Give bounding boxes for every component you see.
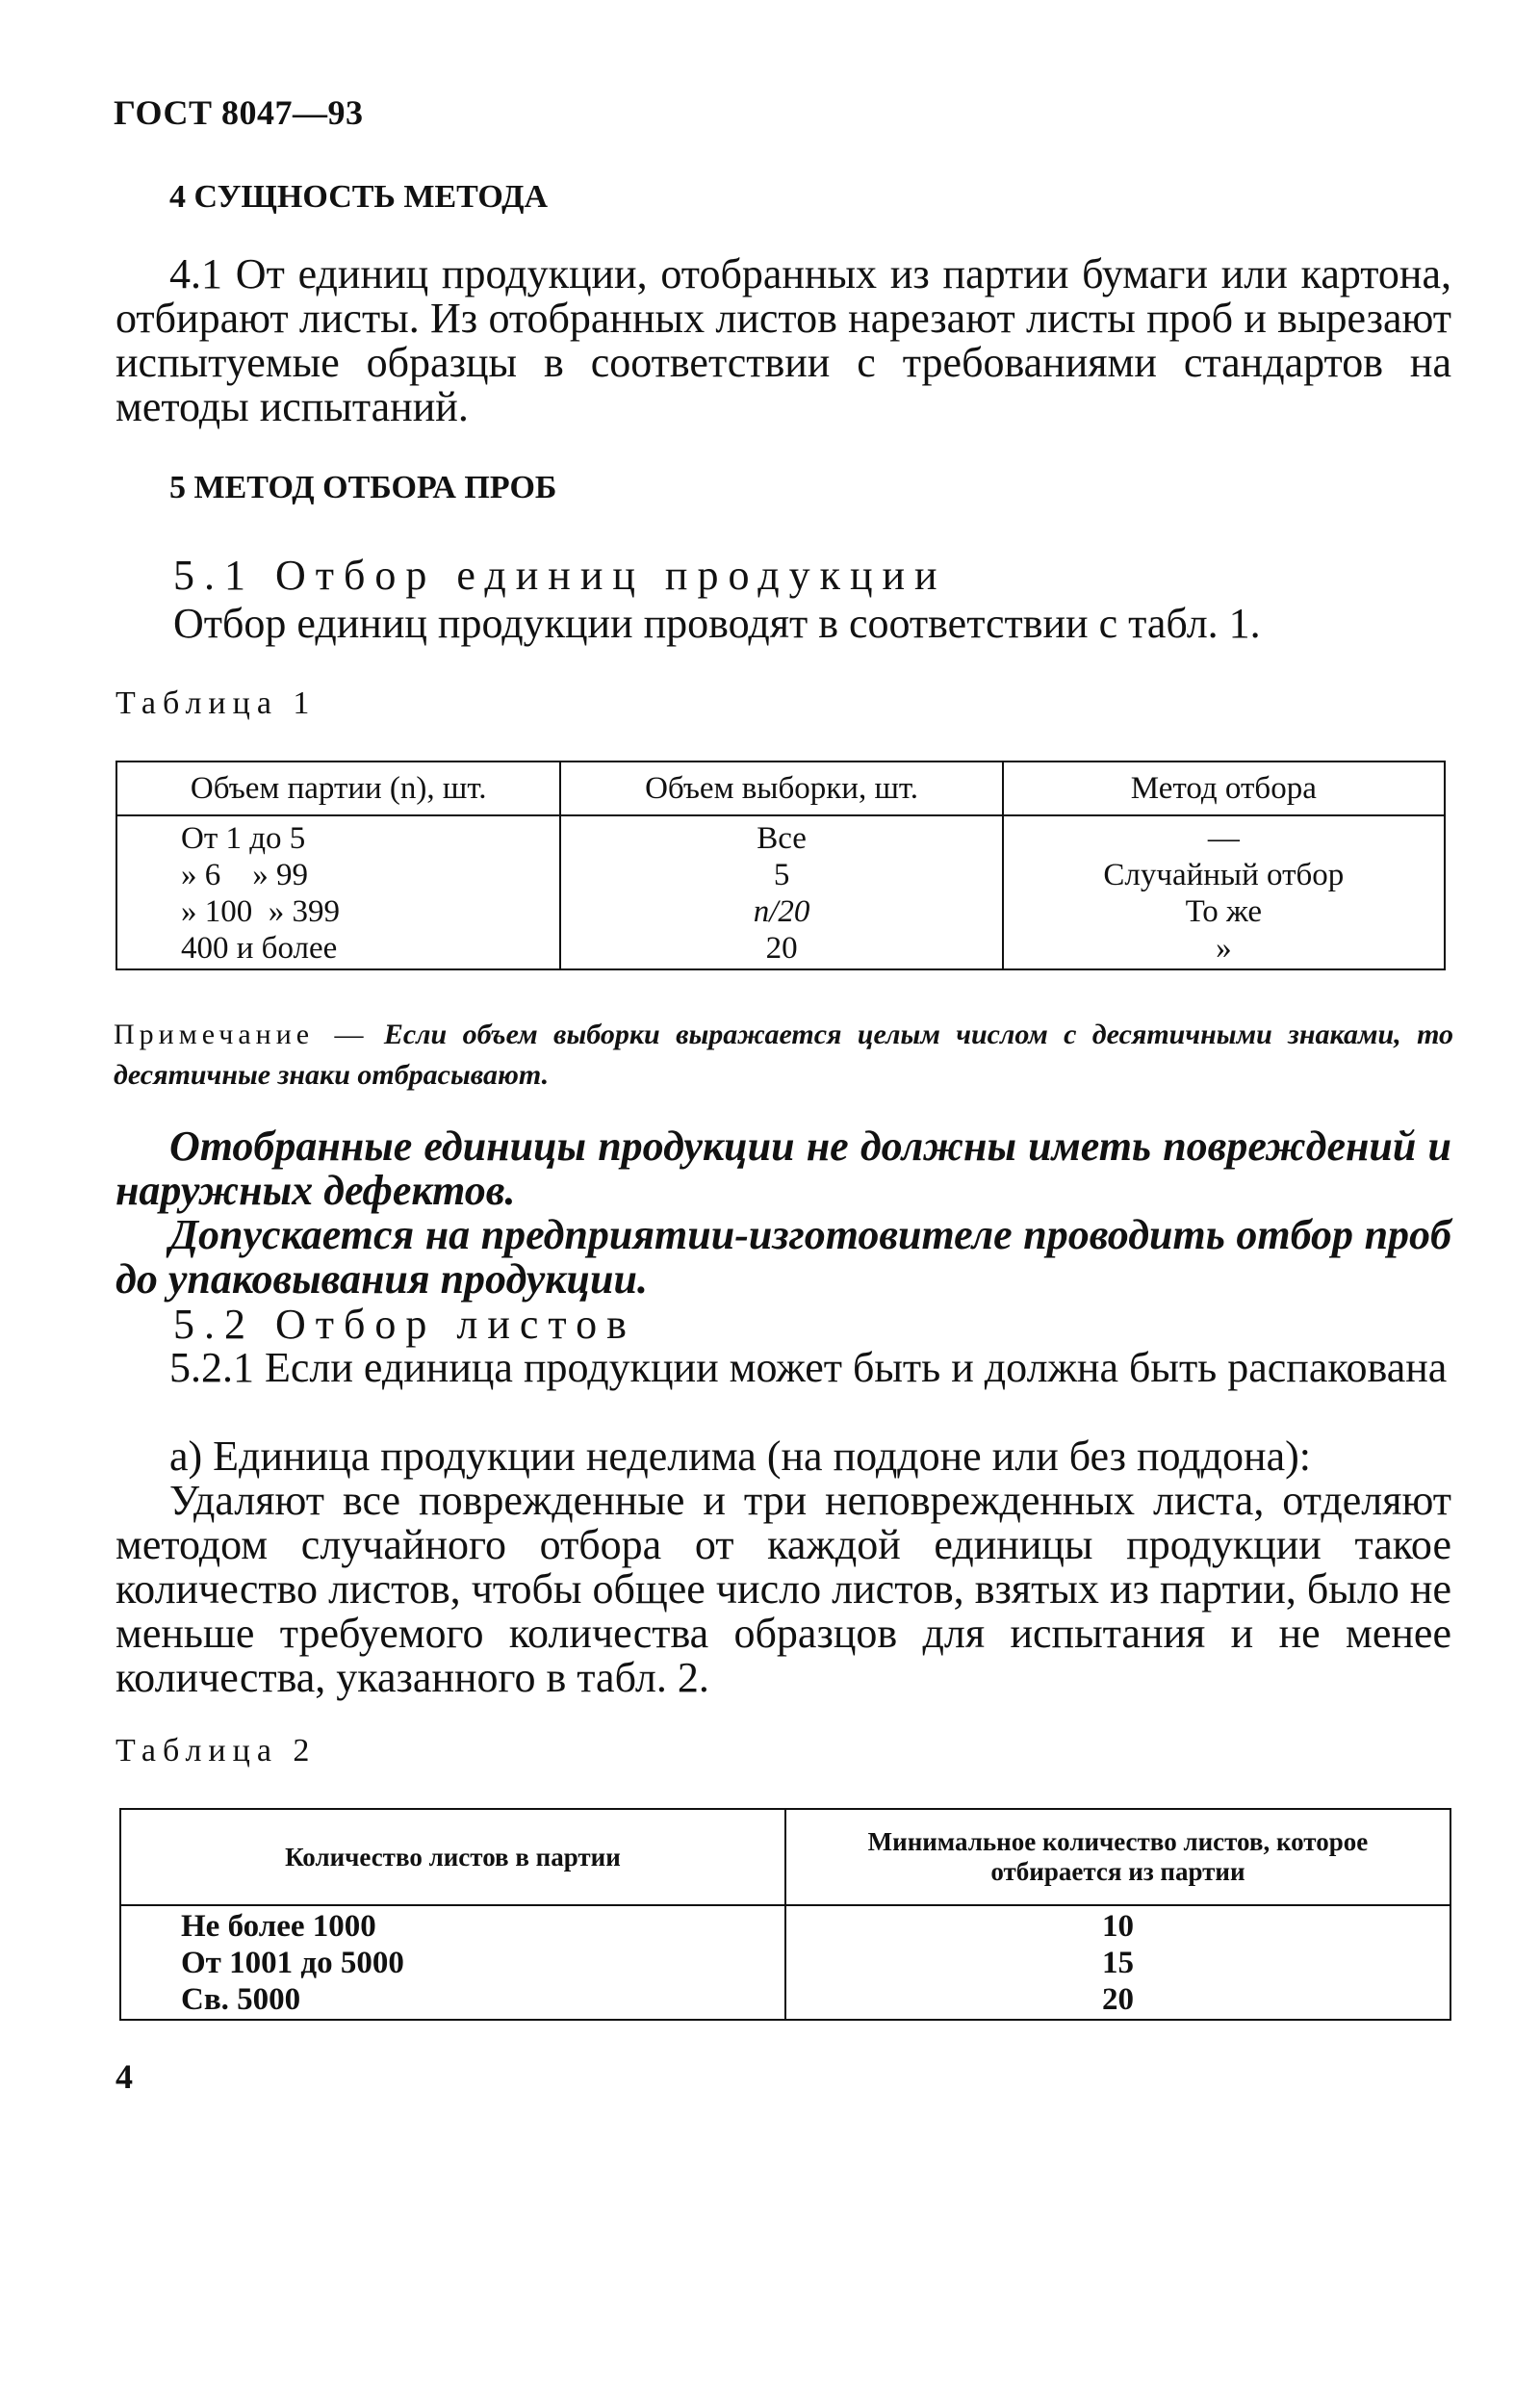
table-2 — [119, 1808, 1451, 2021]
cell-line: 10 — [1101, 1909, 1134, 1944]
table-header-row — [120, 1809, 1450, 1905]
section-5-heading: 5 МЕТОД ОТБОРА ПРОБ — [169, 470, 557, 505]
page-number: 4 — [116, 2057, 133, 2096]
cell-line: — — [1207, 821, 1240, 856]
cell-line: Св. 5000 — [181, 1982, 301, 2017]
paragraph-5-1: Отбор единиц продукции проводят в соответствии с табл. 1. — [173, 600, 1261, 647]
paragraph-sampling-permitted: Допускается на предприятии-изготовителе проводить отбор проб до упаковывания продукции. — [116, 1211, 1451, 1303]
paragraph-remove-sheets: Удаляют все поврежденные и три неповрежденных листа, отделяют методом случайного отбора от каждой единицы продукции такое количество листов, чтобы общее число листов, взятых из партии, было не меньше требуемого количества образцов для испытания и не менее количества, указанного в табл. 2. — [116, 1477, 1451, 1701]
cell-line: То же — [1185, 894, 1263, 929]
cell-line: От 1 до 5 — [181, 821, 306, 856]
cell-line: 400 и более — [181, 931, 338, 966]
paragraph-5-2-1: 5.2.1 Если единица продукции может быть и должна быть распакована — [169, 1344, 1448, 1391]
cell-line: » 6 » 99 — [181, 858, 308, 892]
cell-line: » 100 » 399 — [181, 894, 340, 929]
table-header-cell: Количество листов в партии — [120, 1809, 785, 1905]
subsection-5-1-title: 5.1 Отбор единиц продукции — [173, 552, 947, 599]
table-header-row — [116, 762, 1445, 815]
note-text: Если объем выборки выражается целым числом с десятичными знаками, то десятичные знаки отбрасывают. — [114, 1019, 1454, 1091]
cell-line: Не более 1000 — [181, 1909, 376, 1944]
paragraph-item-a: а) Единица продукции неделима (на поддоне или без поддона): — [169, 1433, 1312, 1480]
cell-line: n/20 — [753, 894, 810, 929]
table-cell-lot-size — [116, 815, 560, 969]
cell-line: 15 — [1101, 1946, 1134, 1980]
table-cell-sheet-count — [120, 1905, 785, 2020]
cell-line: 20 — [1101, 1982, 1134, 2017]
table-cell-sample-size — [560, 815, 1002, 969]
paragraph-no-damage: Отобранные единицы продукции не должны иметь повреждений и наружных дефектов. — [116, 1123, 1451, 1214]
table-header-cell: Объем партии (n), шт. — [116, 762, 560, 815]
table-1-note — [114, 1015, 1453, 1096]
subsection-5-2-title: 5.2 Отбор листов — [173, 1301, 636, 1348]
cell-line: 20 — [765, 931, 798, 966]
cell-line: От 1001 до 5000 — [181, 1946, 404, 1980]
table-header-cell: Объем выборки, шт. — [560, 762, 1002, 815]
table-cell-method — [1003, 815, 1445, 969]
cell-line: » — [1216, 931, 1232, 966]
cell-line: 5 — [773, 858, 790, 892]
running-head: ГОСТ 8047—93 — [114, 93, 364, 132]
table-1 — [116, 761, 1446, 970]
table-row — [120, 1905, 1450, 2020]
table-header-cell: Минимальное количество листов, которое отбирается из партии — [785, 1809, 1450, 1905]
cell-line: Случайный отбор — [1103, 858, 1345, 892]
table-row — [116, 815, 1445, 969]
cell-line: Все — [757, 821, 807, 856]
table-cell-min-sheets — [785, 1905, 1450, 2020]
table-2-title: Таблица 2 — [116, 1733, 317, 1768]
table-header-cell: Метод отбора — [1003, 762, 1445, 815]
section-4-heading: 4 СУЩНОСТЬ МЕТОДА — [169, 179, 549, 215]
paragraph-4-1: 4.1 От единиц продукции, отобранных из партии бумаги или картона, отбирают листы. Из отобранных листов нарезают листы проб и вырезают испытуемые образцы в соответствии с требованиями стандартов на методы испытаний. — [116, 250, 1451, 430]
note-label: Примечание — — [114, 1019, 369, 1050]
table-1-title: Таблица 1 — [116, 685, 317, 721]
